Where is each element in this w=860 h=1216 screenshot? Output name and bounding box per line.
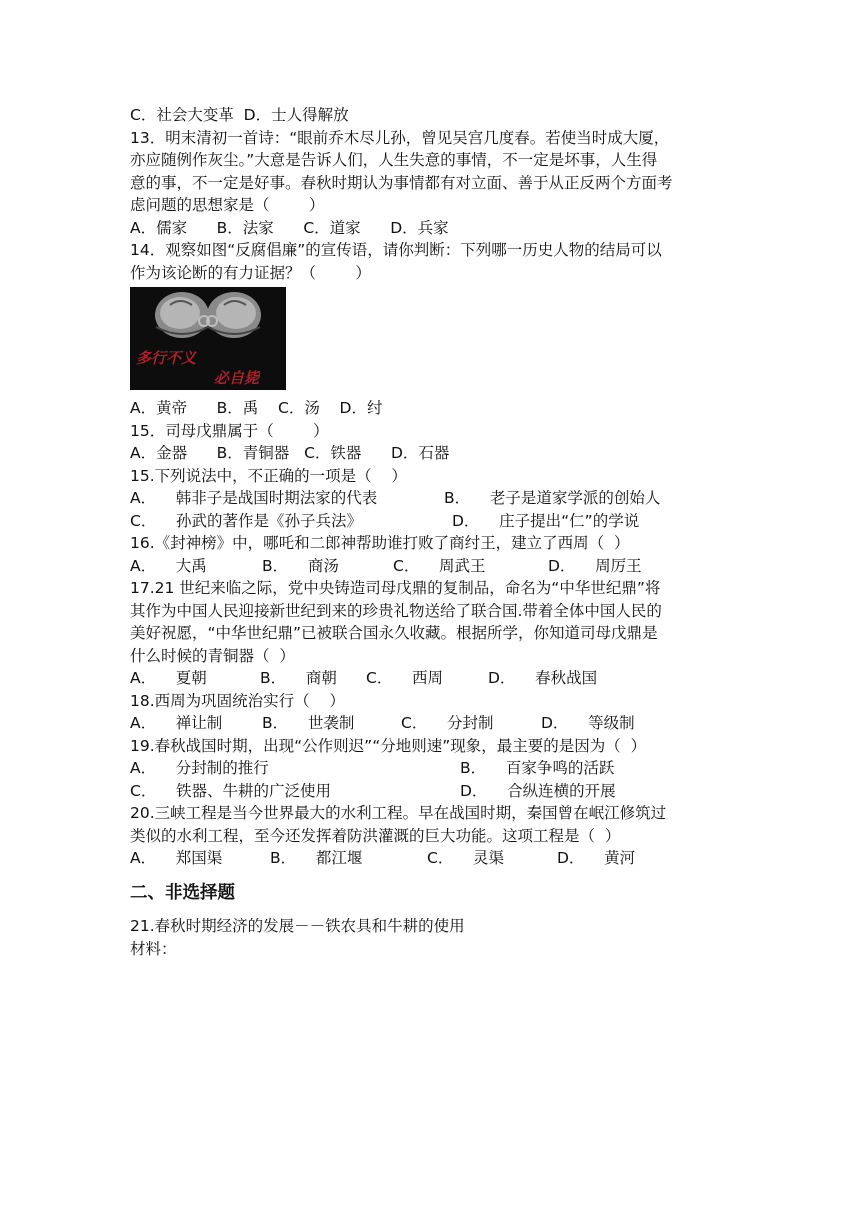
q17-option-a: A． 夏朝 bbox=[130, 669, 207, 687]
section-heading-non-choice: 二、非选择题 bbox=[130, 883, 235, 903]
q16-option-a: A． 大禹 bbox=[130, 557, 207, 575]
q18-option-a: A． 禅让制 bbox=[130, 714, 223, 732]
q18-option-c: C． 分封制 bbox=[401, 714, 494, 732]
q21-material-label: 材料： bbox=[130, 940, 177, 958]
q17-option-c: C． 西周 bbox=[366, 669, 444, 687]
q17-text-line4: 什么时候的青铜器（ ） bbox=[130, 647, 295, 665]
q15b-option-b: B． 老子是道家学派的创始人 bbox=[444, 489, 661, 507]
q14-options: A．黄帝 B．禹 C．汤 D．纣 bbox=[130, 399, 383, 417]
q16-text: 16.《封神榜》中，哪吒和二郎神帮助谁打败了商纣王，建立了西周（ ） bbox=[130, 534, 630, 552]
poster-caption-line2: 必自毙 bbox=[214, 369, 260, 387]
q15-options: A．金器 B．青铜器 C．铁器 D．石器 bbox=[130, 444, 450, 462]
q21-text: 21.春秋时期经济的发展－－铁农具和牛耕的使用 bbox=[130, 917, 465, 935]
q17-text-line2: 其作为中国人民迎接新世纪到来的珍贵礼物送给了联合国.带着全体中国人民的 bbox=[130, 602, 662, 620]
q15b-option-d: D． 庄子提出“仁”的学说 bbox=[452, 512, 640, 530]
anti-corruption-poster-image bbox=[130, 287, 286, 390]
q19-option-d: D． 合纵连横的开展 bbox=[460, 782, 616, 800]
q15-text: 15．司母戊鼎属于（ ） bbox=[130, 422, 329, 440]
q16-option-c: C． 周武王 bbox=[393, 557, 486, 575]
q17-text-line1: 17.21 世纪来临之际，党中央铸造司母戊鼎的复制品，命名为“中华世纪鼎”将 bbox=[130, 579, 661, 597]
q17-option-d: D． 春秋战国 bbox=[488, 669, 598, 687]
q12-options-cd: C．社会大变革 D．士人得解放 bbox=[130, 106, 349, 124]
q13-text-line2: 亦应随例作灰尘。”大意是告诉人们，人生失意的事情，不一定是坏事，人生得 bbox=[130, 151, 658, 169]
q15b-text: 15.下列说法中，不正确的一项是（ ） bbox=[130, 467, 407, 485]
q13-text-line4: 虑问题的思想家是（ ） bbox=[130, 196, 325, 214]
q19-option-b: B． 百家争鸣的活跃 bbox=[460, 759, 615, 777]
q13-text-line3: 意的事，不一定是好事。春秋时期认为事情都有对立面、善于从正反两个方面考 bbox=[130, 174, 673, 192]
q18-option-b: B． 世袭制 bbox=[262, 714, 355, 732]
q15b-option-c: C． 孙武的著作是《孙子兵法》 bbox=[130, 512, 363, 530]
q14-text-line2: 作为该论断的有力证据？（ ） bbox=[130, 264, 371, 282]
q20-text-line1: 20.三峡工程是当今世界最大的水利工程。早在战国时期，秦国曾在岷江修筑过 bbox=[130, 804, 667, 822]
q18-text: 18.西周为巩固统治实行（ ） bbox=[130, 692, 345, 710]
handcuffed-fists-icon bbox=[130, 287, 286, 390]
q19-option-c: C． 铁器、牛耕的广泛使用 bbox=[130, 782, 332, 800]
q17-text-line3: 美好祝愿，“中华世纪鼎”已被联合国永久收藏。根据所学，你知道司母戊鼎是 bbox=[130, 624, 658, 642]
poster-caption-line1: 多行不义 bbox=[136, 349, 197, 367]
q20-option-b: B． 都江堰 bbox=[270, 849, 363, 867]
q17-option-b: B． 商朝 bbox=[260, 669, 337, 687]
q20-text-line2: 类似的水利工程，至今还发挥着防洪灌溉的巨大功能。这项工程是（ ） bbox=[130, 827, 621, 845]
q20-option-a: A． 郑国渠 bbox=[130, 849, 223, 867]
q15b-option-a: A． 韩非子是战国时期法家的代表 bbox=[130, 489, 378, 507]
q14-text-line1: 14．观察如图“反腐倡廉”的宣传语，请你判断：下列哪一历史人物的结局可以 bbox=[130, 241, 662, 259]
q13-options: A．儒家 B．法家 C．道家 D．兵家 bbox=[130, 219, 449, 237]
q18-option-d: D． 等级制 bbox=[541, 714, 635, 732]
q19-text: 19.春秋战国时期，出现“公作则迟”“分地则速”现象，最主要的是因为（ ） bbox=[130, 737, 647, 755]
q19-option-a: A． 分封制的推行 bbox=[130, 759, 269, 777]
q13-text-line1: 13．明末清初一首诗：“眼前乔木尽儿孙，曾见吴宫几度春。若使当时成大厦， bbox=[130, 129, 670, 147]
q16-option-b: B． 商汤 bbox=[262, 557, 339, 575]
q20-option-d: D． 黄河 bbox=[557, 849, 636, 867]
q16-option-d: D． 周厉王 bbox=[548, 557, 642, 575]
q20-option-c: C． 灵渠 bbox=[427, 849, 505, 867]
